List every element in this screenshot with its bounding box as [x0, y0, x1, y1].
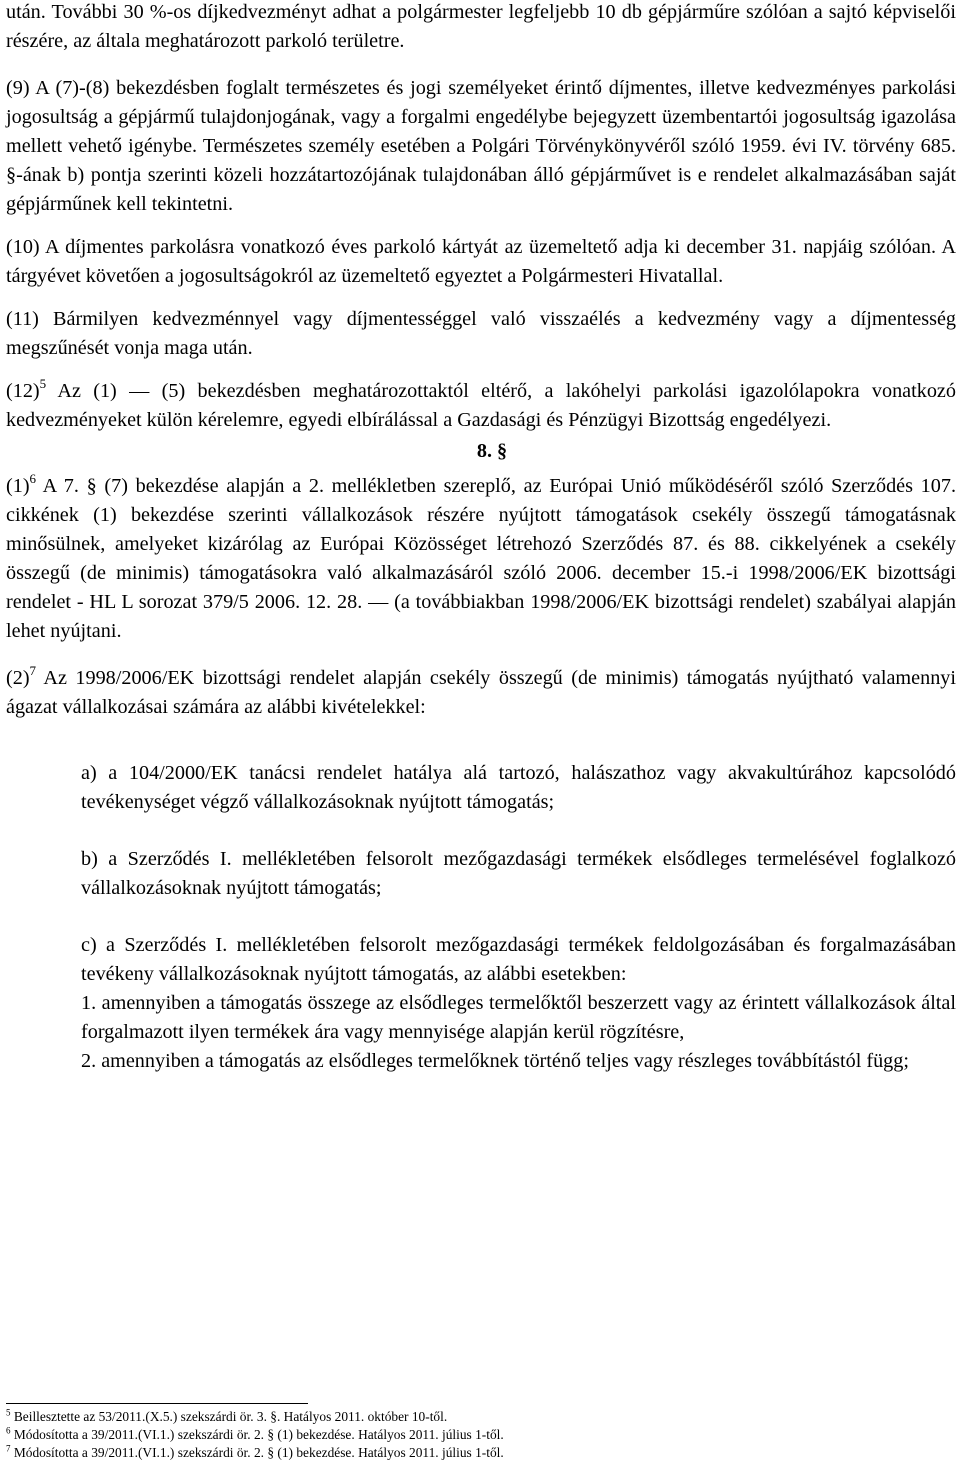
paragraph-9: (9) A (7)-(8) bekezdésben foglalt természetes és jogi személyeket érintő díjmentes, illetve kedvezményes parkolási jogosultság a gépjármű tulajdonjogának, vagy a forgalmi engedélybe bejegyzett üzembentartói jogosultság igazolása mellett vehető igénybe. Természetes személy esetében a Polgári Törvénykönyvéről szóló 1959. évi IV. törvény 685. §-ának b) pontja szerinti közeli hozzátartozójának tulajdonában álló gépjárművet is e rendelet alkalmazásában saját gépjárműnek kell tekintetni. — [6, 77, 956, 215]
footnote-number: 6 — [6, 1425, 11, 1436]
section-heading: 8. § — [476, 440, 508, 462]
footnote-ref-6[interactable]: 6 — [29, 471, 37, 487]
section-8-paragraph-2-number: (2) — [6, 667, 30, 689]
document-page — [6, 0, 956, 1076]
footnote-number: 5 — [6, 1407, 11, 1418]
footnote-7 — [6, 1444, 956, 1462]
footnote-ref-5[interactable]: 5 — [39, 376, 47, 392]
paragraph-continuation: után. További 30 %-os díjkedvezményt adhat a polgármester legfeljebb 10 db gépjárműre szólóan a sajtó képviselői részére, az általa meghatározott parkoló területre. — [6, 1, 956, 52]
paragraph-12-text: Az (1) — (5) bekezdésben meghatározottaktól eltérő, a lakóhelyi parkolási igazolólapokra vonatkozó kedvezményeket külön kérelemre, egyedi elbírálással a Gazdasági és Pénzügyi Bizottság engedélyezi. — [6, 380, 956, 431]
paragraph-10: (10) A díjmentes parkolásra vonatkozó éves parkoló kártyát az üzemeltető adja ki december 31. napjáig szólóan. A tárgyévet követően a jogosultságokról az üzemeltető egyeztet a Polgármesteri Hivatallal. — [6, 236, 956, 287]
section-8-paragraph-1-number: (1) — [6, 475, 30, 497]
section-8-paragraph-1-text: A 7. § (7) bekezdése alapján a 2. mellékletben szereplő, az Európai Unió működéséről szóló Szerződés 107. cikkének (1) bekezdése szerinti vállalkozások részére nyújtott támogatások csekély összegű támogatásnak minősülnek, amelyeket kizárólag az Európai Közösséget létrehozó Szerződés 87. és 88. cikkelyének a csekély összegű (de minimis) támogatásokra való alkalmazásáról szóló 2006. december 15.-i 1998/2006/EK bizottsági rendelet - HL L sorozat 379/5 2006. 12. 28. — (a továbbiakban 1998/2006/EK bizottsági rendelet) szabályai alapján lehet nyújtani. — [6, 475, 956, 642]
list-item-c: c) a Szerződés I. mellékletében felsorolt mezőgazdasági termékek feldolgozásában és forgalmazásában tevékeny vállalkozásoknak nyújtott támogatás, az alábbi esetekben: — [81, 934, 956, 985]
footnote-text: Beillesztette az 53/2011.(X.5.) szekszárdi ör. 3. §. Hatályos 2011. október 10-től. — [10, 1409, 448, 1424]
footnote-6 — [6, 1426, 956, 1444]
footnote-number: 7 — [6, 1443, 11, 1454]
list-item-a: a) a 104/2000/EK tanácsi rendelet hatálya alá tartozó, halászathoz vagy akvakultúrához kapcsolódó tevékenységet végző vállalkozásoknak nyújtott támogatás; — [81, 762, 956, 813]
list-item-b: b) a Szerződés I. mellékletében felsorolt mezőgazdasági termékek elsődleges termelésével foglalkozó vállalkozásoknak nyújtott támogatás; — [81, 848, 956, 899]
paragraph-11: (11) Bármilyen kedvezménnyel vagy díjmentességgel való visszaélés a kedvezmény vagy a díjmentesség megszűnését vonja maga után. — [6, 308, 956, 359]
footnote-text: Módosította a 39/2011.(VI.1.) szekszárdi ör. 2. § (1) bekezdése. Hatályos 2011. július 1-től. — [10, 1427, 504, 1442]
footnote-5 — [6, 1408, 956, 1426]
footnote-separator — [6, 1403, 308, 1404]
footnotes — [6, 1408, 956, 1462]
section-8-paragraph-2-text: Az 1998/2006/EK bizottsági rendelet alapján csekély összegű (de minimis) támogatás nyújtható valamennyi ágazat vállalkozásai számára az alábbi kivételekkel: — [6, 667, 956, 718]
footnote-text: Módosította a 39/2011.(VI.1.) szekszárdi ör. 2. § (1) bekezdése. Hatályos 2011. július 1-től. — [10, 1445, 504, 1460]
list-item-c-2: 2. amennyiben a támogatás az elsődleges termelőknek történő teljes vagy részleges továbbítástól függ; — [81, 1050, 909, 1072]
paragraph-12 — [6, 377, 956, 435]
section-8-paragraph-2 — [6, 664, 956, 722]
paragraph-12-number: (12) — [6, 380, 40, 402]
section-8-paragraph-1 — [6, 472, 956, 646]
list-item-c-1: 1. amennyiben a támogatás összege az elsődleges termelőktől beszerzett vagy az érintett vállalkozások által forgalmazott ilyen termékek ára vagy mennyisége alapján kerül rögzítésre, — [81, 992, 956, 1043]
footnote-ref-7[interactable]: 7 — [29, 663, 37, 679]
